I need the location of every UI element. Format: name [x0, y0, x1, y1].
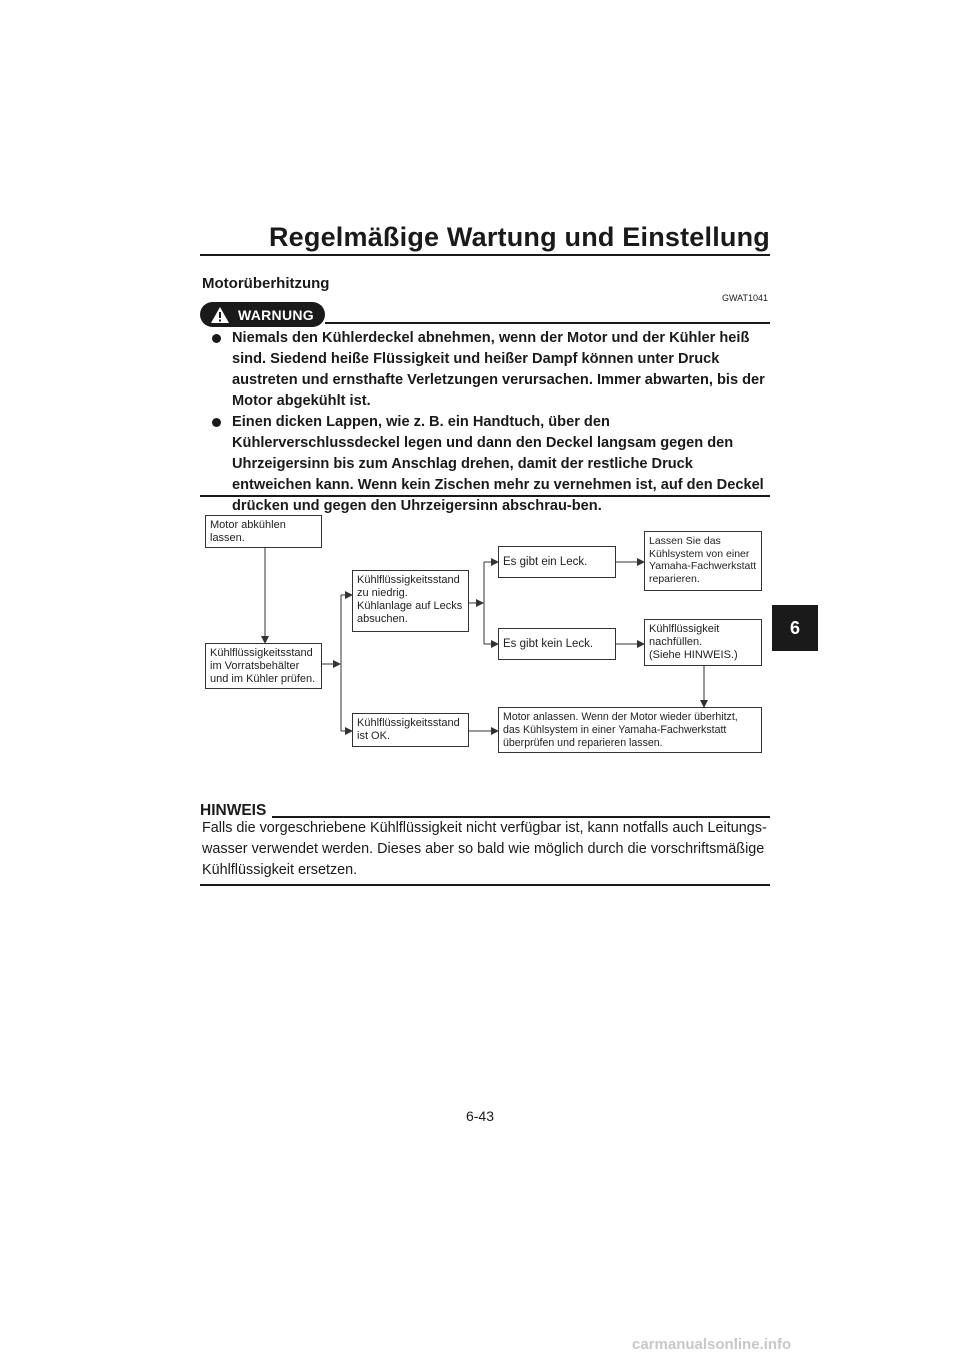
flow-box-level-ok: Kühlflüssigkeitsstand ist OK.: [352, 713, 469, 747]
page-number: 6-43: [465, 1108, 495, 1124]
flow-box-cool-engine: Motor abkühlen lassen.: [205, 515, 322, 548]
flow-box-check-level: Kühlflüssigkeitsstand im Vorratsbehälter und im Kühler prüfen.: [205, 643, 322, 689]
flow-box-leak: Es gibt ein Leck.: [498, 546, 616, 578]
note-text: Falls die vorgeschriebene Kühlflüssigkeit nicht verfügbar ist, kann notfalls auch Leitungs-wasser verwendet werden. Dieses aber so bald wie möglich durch die vorschriftsmäßige Kühlflüssigkeit ersetzen.: [202, 820, 767, 878]
warning-code: GWAT1041: [721, 293, 768, 303]
note-heading: HINWEIS: [200, 802, 267, 819]
warning-label: WARNUNG: [238, 306, 314, 323]
section-heading: Motorüberhitzung: [202, 275, 330, 292]
watermark: carmanualsonline.info: [632, 1336, 792, 1353]
flow-box-repair: Lassen Sie das Kühlsystem von einer Yamaha-Fachwerkstatt reparieren.: [644, 531, 762, 591]
note-end-rule: [200, 884, 770, 886]
flow-box-level-low: Kühlflüssigkeitsstand zu niedrig. Kühlanlage auf Lecks absuchen.: [352, 570, 469, 632]
warning-item: Niemals den Kühlerdeckel abnehmen, wenn der Motor und der Kühler heiß sind. Siedend heiße Flüssigkeit und heißer Dampf können unter Druck austreten und ernsthafte Verletzungen verursachen. Immer abwarten, bis der Motor abgekühlt ist.: [212, 328, 772, 412]
chapter-tab: 6: [772, 605, 818, 651]
flow-box-restart: Motor anlassen. Wenn der Motor wieder überhitzt, das Kühlsystem in einer Yamaha-Fachwerkstatt überprüfen und reparieren lassen.: [498, 707, 762, 753]
flow-box-no-leak: Es gibt kein Leck.: [498, 628, 616, 660]
flow-box-refill: Kühlflüssigkeit nachfüllen. (Siehe HINWEIS.): [644, 619, 762, 666]
warning-item: Einen dicken Lappen, wie z. B. ein Handtuch, über den Kühlerverschlussdeckel legen und dann den Deckel langsam gegen den Uhrzeigersinn bis zum Anschlag drehen, damit der restliche Druck entweichen kann. Wenn kein Zischen mehr zu vernehmen ist, auf den Deckel drücken und gegen den Uhrzeigersinn abschrau-ben.: [212, 412, 772, 517]
page-title: Regelmäßige Wartung und Einstellung: [268, 222, 770, 252]
